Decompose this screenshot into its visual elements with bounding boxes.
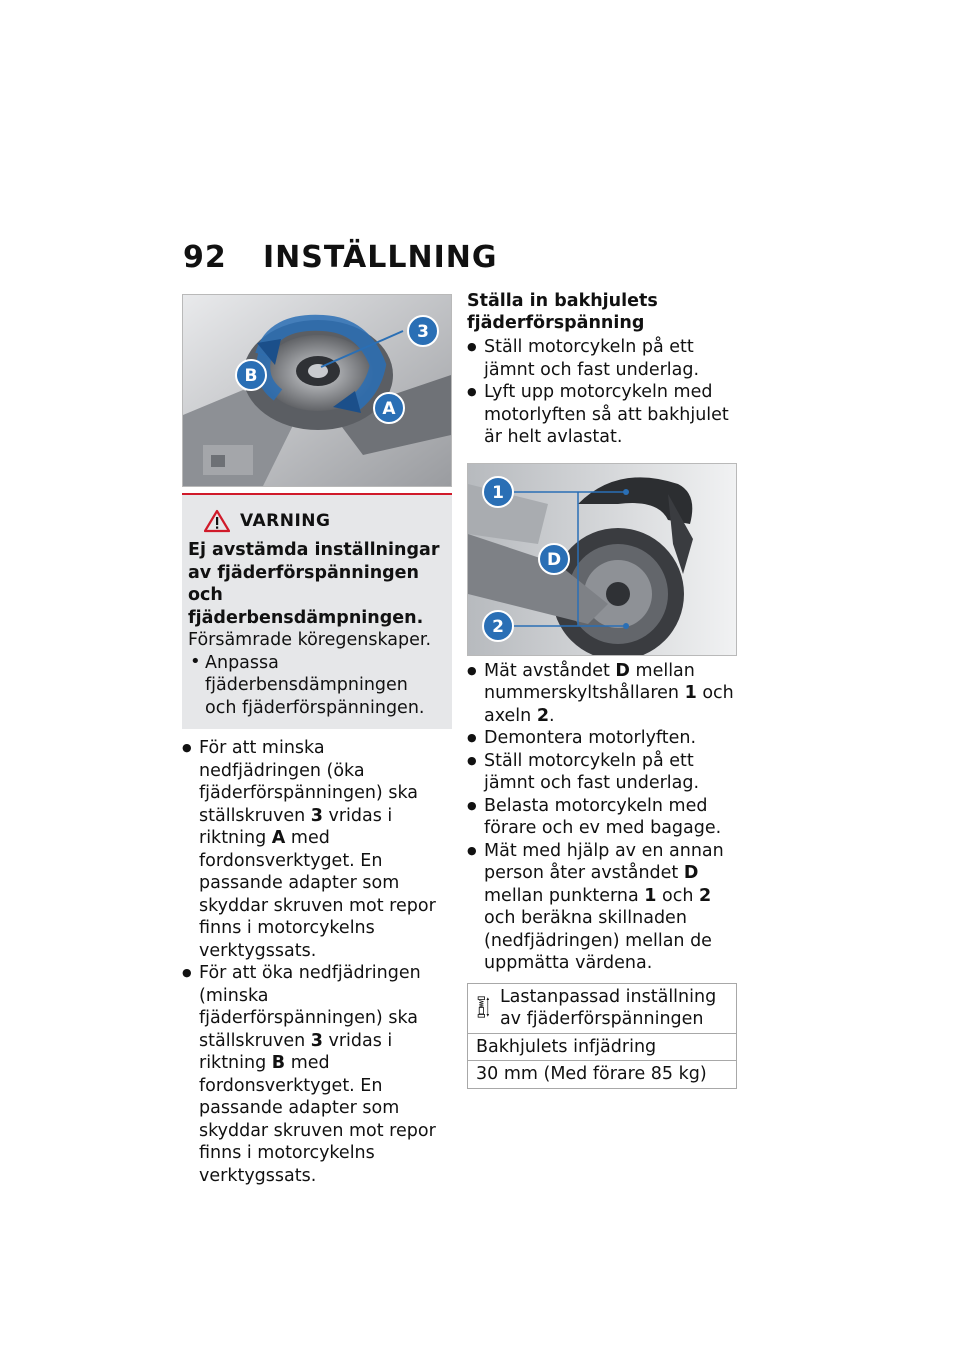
callout-3: 3 — [417, 322, 429, 342]
spec-table — [467, 983, 737, 1089]
page-number: 92 — [183, 240, 227, 275]
callout-D: D — [546, 549, 562, 570]
figure-spring-adjuster — [182, 294, 452, 487]
warning-title: VARNING — [240, 510, 331, 531]
section-title: Ställa in bakhjulets fjäderförspänning — [467, 291, 658, 333]
step-stand-again: ● Ställ motorcykeln på ett jämnt och fast underlag. — [467, 750, 737, 795]
step-remove-lift: ● Demontera motorlyften. — [467, 727, 737, 750]
warning-heading: Ej avstämda inställningar av fjäderförspänningen och fjäderbensdämpningen. — [188, 540, 440, 628]
warning-box — [182, 493, 452, 729]
measure-step-list — [467, 660, 737, 975]
spec-header-cell — [468, 983, 737, 1033]
step-load: ● Belasta motorcykeln med förare och ev med bagage. — [467, 795, 737, 840]
callout-2: 2 — [492, 616, 504, 637]
step-lift: ● Lyft upp motorcykeln med motorlyften så att bakhjulet är helt avlastat. — [467, 381, 737, 449]
chapter-title: INSTÄLLNING — [263, 240, 498, 275]
spec-header: Lastanpassad inställning av fjäderförspänningen — [499, 986, 717, 1029]
left-column — [182, 294, 452, 1187]
step-measure-again: ● Mät med hjälp av en annan person åter avståndet D mellan punkterna 1 och 2 och beräkna skillnaden (nedfjädringen) mellan de uppmätta värdena. — [467, 840, 737, 975]
spec-row-label: Bakhjulets infjädring — [468, 1033, 737, 1061]
step-reduce-sag: ● För att minska nedfjädringen (öka fjäderförspänningen) ska ställskruven 3 vridas i riktning A med fordonsverktyget. En passande adapter som skyddar skruven mot repor finns i motorcykelns verktygssats. — [182, 737, 452, 962]
right-column — [467, 290, 737, 1089]
callout-A: A — [382, 399, 396, 419]
step-stand: ● Ställ motorcykeln på ett jämnt och fast underlag. — [467, 336, 737, 381]
figure-rear-wheel — [467, 463, 737, 656]
step-measure: ● Mät avståndet D mellan nummerskyltshållaren 1 och axeln 2. — [467, 660, 737, 728]
warning-triangle-icon — [204, 509, 230, 533]
warning-action: • Anpassa fjäderbensdämpningen och fjäderförspänningen. — [188, 652, 440, 720]
rear-wheel-illustration — [468, 464, 736, 655]
callout-B: B — [244, 366, 258, 386]
page-header — [183, 240, 497, 275]
shock-absorber-icon — [476, 986, 490, 1028]
warning-consequence: Försämrade köregenskaper. — [188, 630, 432, 650]
step-increase-sag: ● För att öka nedfjädringen (minska fjäderförspänningen) ska ställskruven 3 vridas i riktning B med fordonsverktyget. En passande adapter som skyddar skruven mot repor finns i motorcykelns verktygssats. — [182, 962, 452, 1187]
spring-adjuster-illustration — [183, 295, 451, 486]
spec-row-value: 30 mm (Med förare 85 kg) — [468, 1061, 737, 1089]
prep-step-list — [467, 336, 737, 449]
callout-1: 1 — [492, 482, 504, 503]
left-step-list — [182, 737, 452, 1187]
